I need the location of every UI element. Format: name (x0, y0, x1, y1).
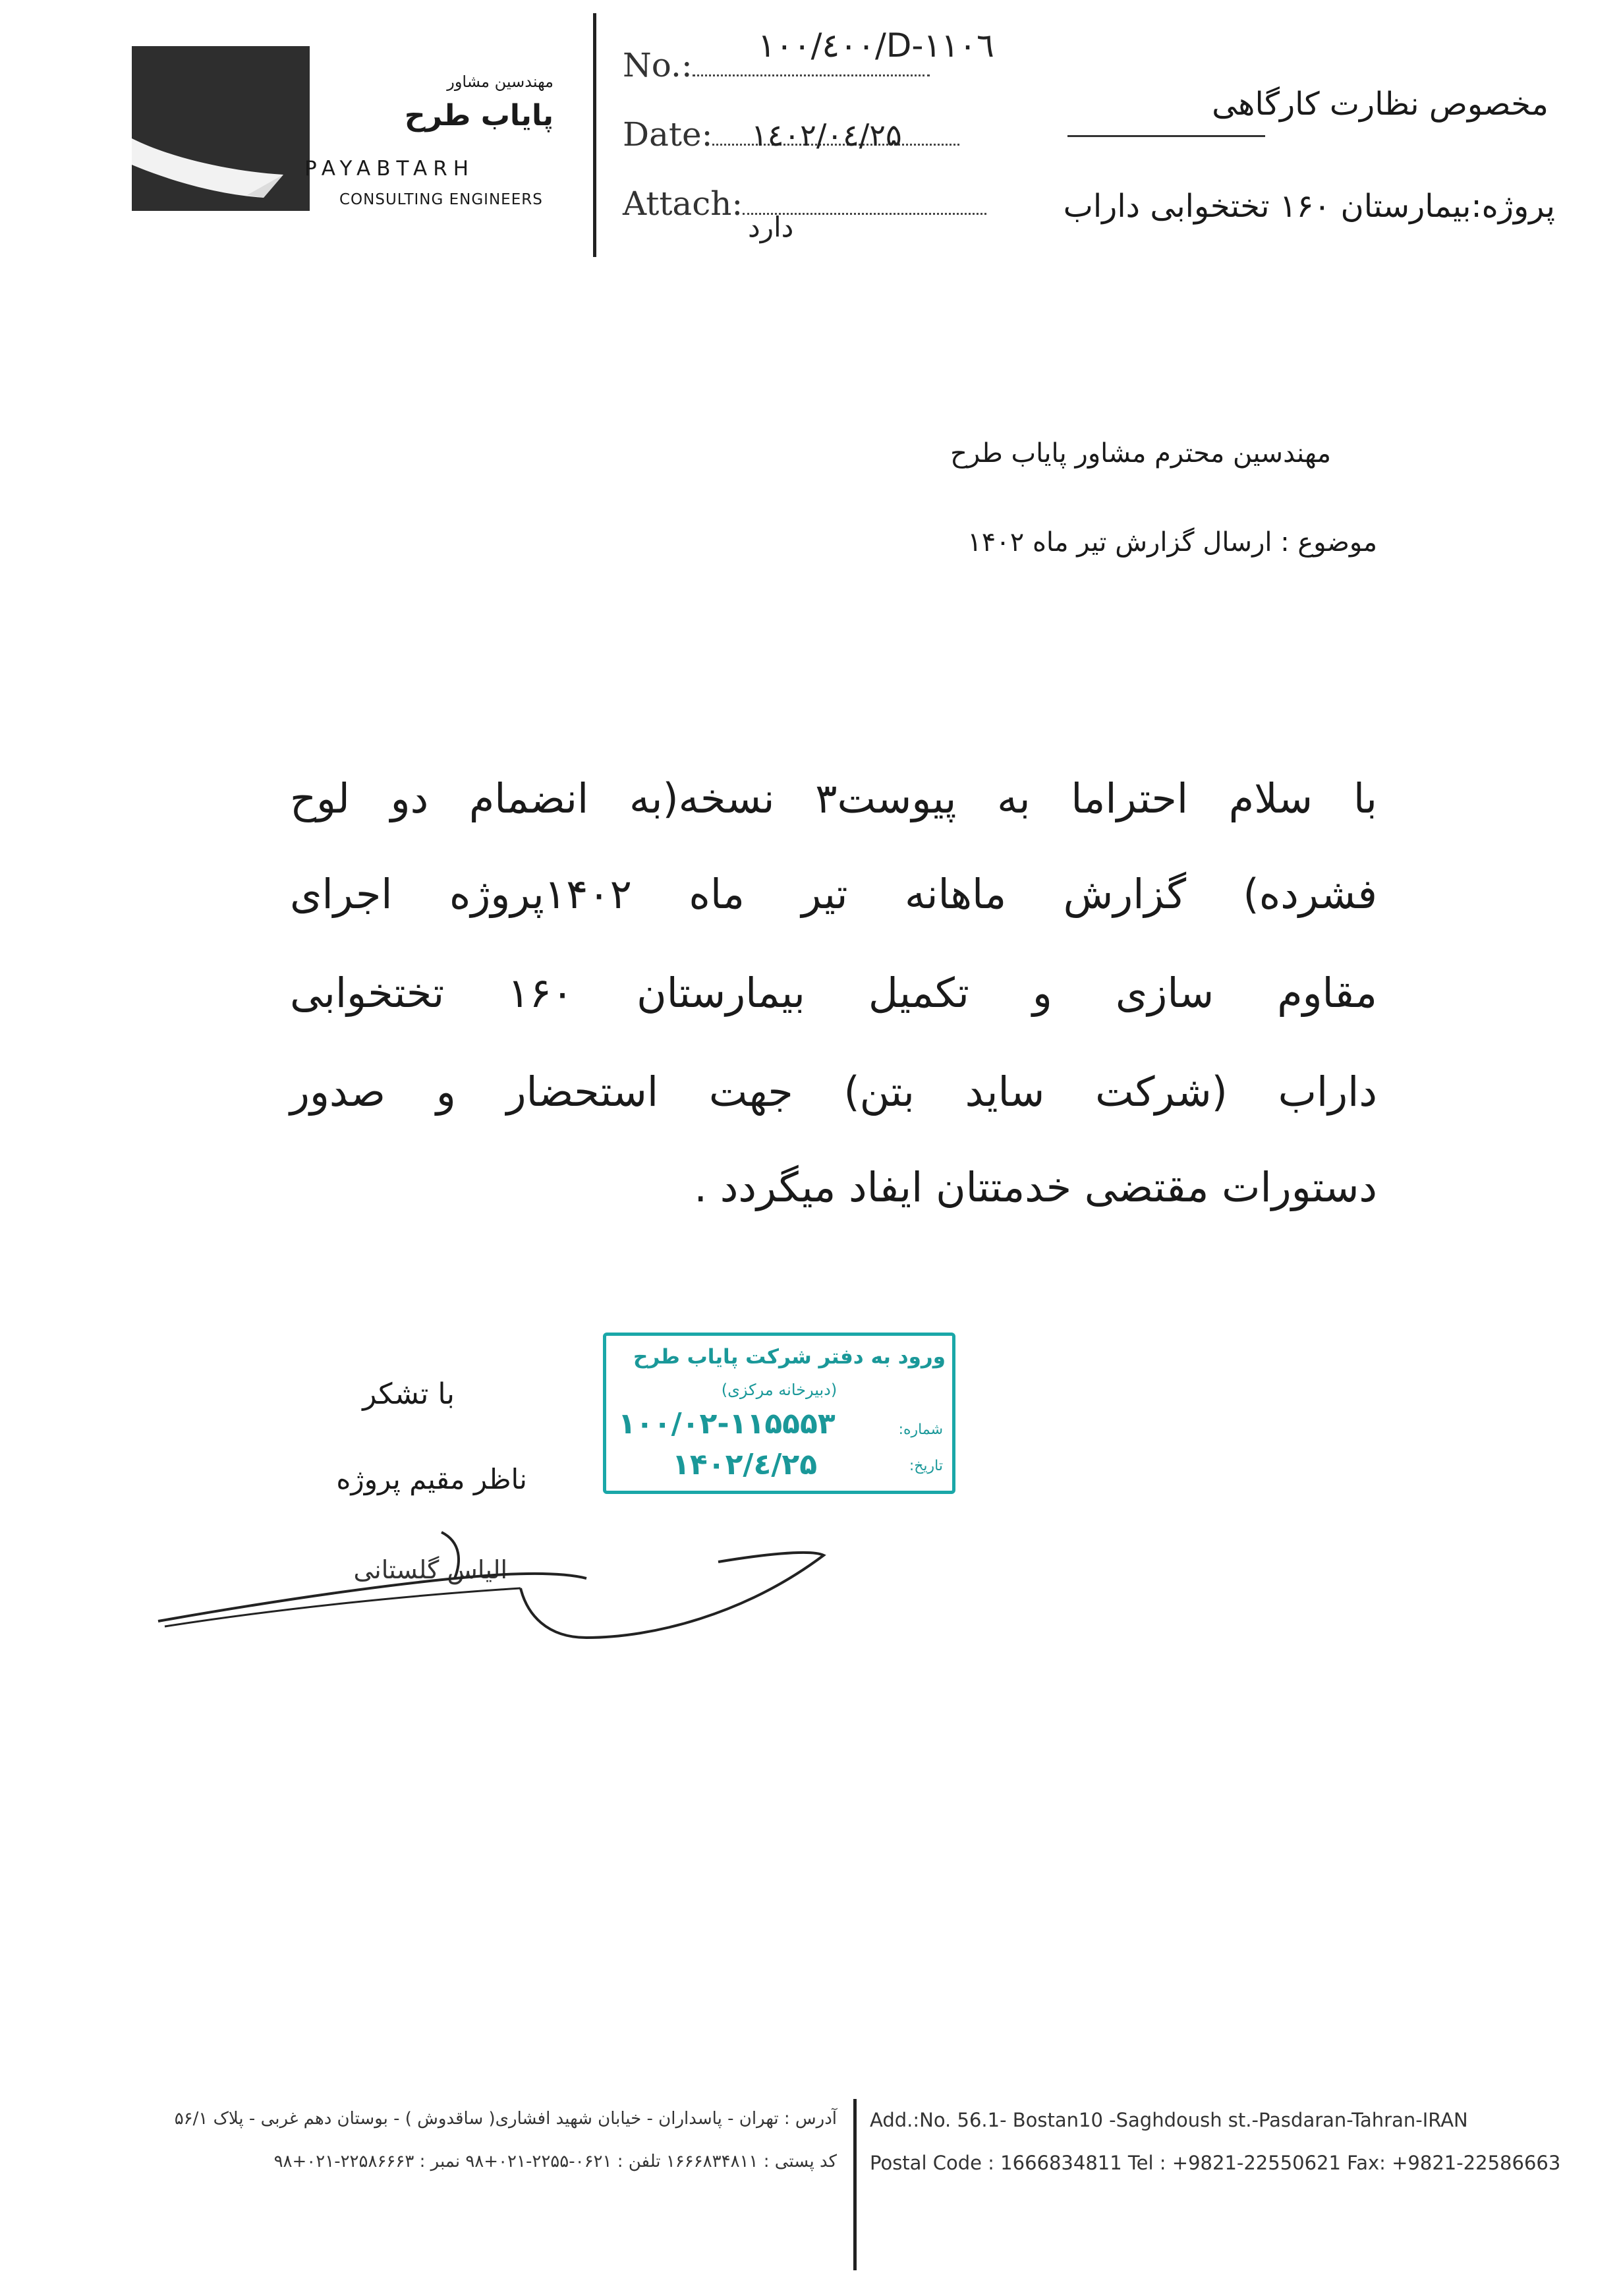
project-title: پروژه:بیمارستان ۱۶۰ تختخوابی داراب (1063, 188, 1555, 225)
body-line-5: دستورات مقتضی خدمتتان ایفاد میگردد . (694, 1163, 1377, 1211)
body-line-3: مقاوم سازی و تکمیل بیمارستان ۱۶۰ تختخوابی (290, 969, 1377, 1017)
letter-number-label: No.: (623, 46, 693, 84)
stamp-number-value: ۱۰۰/۰۲-۱۱۵۵۵۳ (618, 1407, 836, 1441)
supervision-underline (1067, 135, 1265, 137)
logo-persian-name: پایاب طرح (404, 99, 554, 132)
supervision-title: مخصوص نظارت کارگاهی (1212, 86, 1548, 123)
body-line-1: با سلام احتراما به پیوست۳ نسخه(به انضمام دو لوح (290, 774, 1377, 822)
addressee: مهندسین محترم مشاور پایاب طرح (950, 438, 1331, 469)
logo-english-subtitle: CONSULTING ENGINEERS (339, 191, 543, 208)
stamp-number-label: شماره: (898, 1421, 943, 1438)
letter-date-value: ۱٤۰۲/۰٤/۲۵ (751, 117, 902, 153)
letter-date-label: Date: (623, 115, 713, 154)
footer-address-en: Add.:No. 56.1- Bostan10 -Saghdoush st.-Pasdaran-Tahran-IRAN (870, 2109, 1468, 2131)
company-logo (132, 46, 310, 211)
header-divider (593, 13, 596, 257)
letter-attach-label: Attach: (623, 185, 743, 223)
stamp-title: ورود به دفتر شرکت پایاب طرح (633, 1345, 946, 1369)
received-stamp (603, 1333, 955, 1494)
logo-persian-subtitle: مهندسین مشاور (447, 72, 554, 91)
letter-attach-field (623, 185, 986, 223)
letter-number-value: ۱۰۰/٤۰۰/D-۱۱۰٦ (758, 26, 994, 65)
stamp-date-value: ۱۴۰۲/٤/۲۵ (672, 1448, 818, 1481)
stamp-date-label: تاریخ: (909, 1458, 943, 1474)
subject-line: موضوع : ارسال گزارش تیر ماه ۱۴۰۲ (967, 527, 1377, 558)
stamp-subtitle: (دبیرخانه مرکزی) (721, 1381, 838, 1399)
footer-contact-en: Postal Code : 1666834811 Tel : +9821-22550621 Fax: +9821-22586663 (870, 2152, 1561, 2174)
signer-name: الیاس گلستانی (353, 1555, 507, 1584)
signer-title: ناظر مقیم پروژه (336, 1463, 527, 1495)
footer-contact-fa: کد پستی : ۱۶۶۶۸۳۴۸۱۱ تلفن : ۰۶۲۱-۲۲۵۵-۰۲۱+۹۸ نمبر : ۲۲۵۸۶۶۶۳-۰۲۱+۹۸ (273, 2152, 837, 2171)
footer-divider (853, 2099, 857, 2270)
footer-address-fa: آدرس : تهران - پاسداران - خیابان شهید افشاری( ساقدوش ) - بوستان دهم غربی - پلاک ۵۶/۱ (174, 2109, 837, 2129)
body-line-4: داراب (شرکت ساید بتن) جهت استحضار و صدور (290, 1068, 1377, 1116)
handwritten-signature (152, 1516, 850, 1648)
logo-english-name: PAYABTARH (304, 157, 475, 181)
closing-thanks: با تشکر (362, 1377, 455, 1411)
body-line-2: فشرده) گزارش ماهانه تیر ماه ۱۴۰۲پروژه اجرای (290, 870, 1377, 918)
letter-attach-value: دارد (748, 211, 794, 243)
